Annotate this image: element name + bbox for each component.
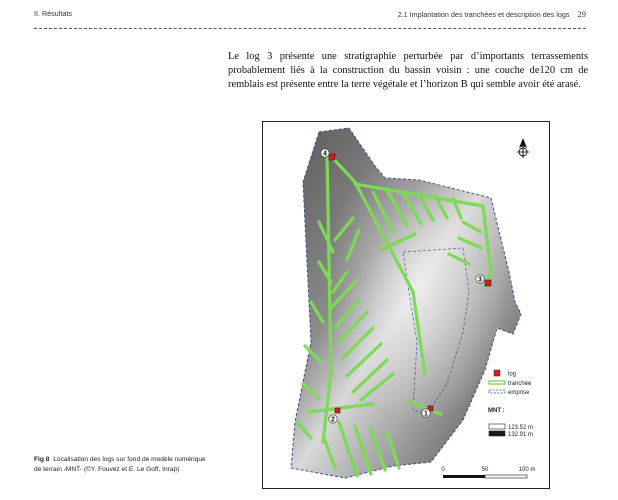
log-label-3: 3 xyxy=(478,276,482,284)
map-legend xyxy=(488,370,533,438)
log-label-1: 1 xyxy=(424,410,428,418)
legend-emprise-label: emprise xyxy=(508,390,530,396)
log-label-2: 2 xyxy=(331,416,335,424)
log-label-4: 4 xyxy=(323,150,327,158)
scale-label-0: 0 xyxy=(441,467,445,473)
legend-mnt-high: 123.52 m xyxy=(508,425,534,431)
site-map-figure xyxy=(262,121,550,489)
body-paragraph: Le log 3 présente une stratigraphie perturbée par d’importants terrassements probablement liés à la construction du bassin voisin : une couche de120 cm de remblais est présente entre la terre végétale et l’horizon B qui semble avoir été arasé. xyxy=(228,51,588,90)
figure-caption-text: Localisation des logs sur fond de modèle numérique de terrain -MNT- (©Y. Fouvez et E. Le Goff, Inrap) xyxy=(34,456,206,473)
page-number: 29 xyxy=(577,9,586,19)
figure-caption xyxy=(34,455,206,474)
header-rule xyxy=(34,28,586,29)
running-header-chapter xyxy=(398,9,586,19)
scale-label-100: 100 m xyxy=(518,467,536,473)
legend-mnt-title: MNT : xyxy=(488,408,505,414)
legend-trench-label: tranchée xyxy=(508,381,532,387)
legend-mnt-low: 132.91 m xyxy=(508,432,534,438)
site-map-svg xyxy=(263,122,549,488)
scale-label-50: 50 xyxy=(481,467,489,473)
running-header-section: II. Résultats xyxy=(34,9,72,18)
north-arrow-icon xyxy=(517,138,529,158)
scale-bar xyxy=(441,467,535,478)
legend-log-label: log xyxy=(508,371,517,378)
figure-number: Fig 8 xyxy=(34,456,50,463)
chapter-title: 2.1 Implantation des tranchées et description des logs xyxy=(397,10,570,19)
